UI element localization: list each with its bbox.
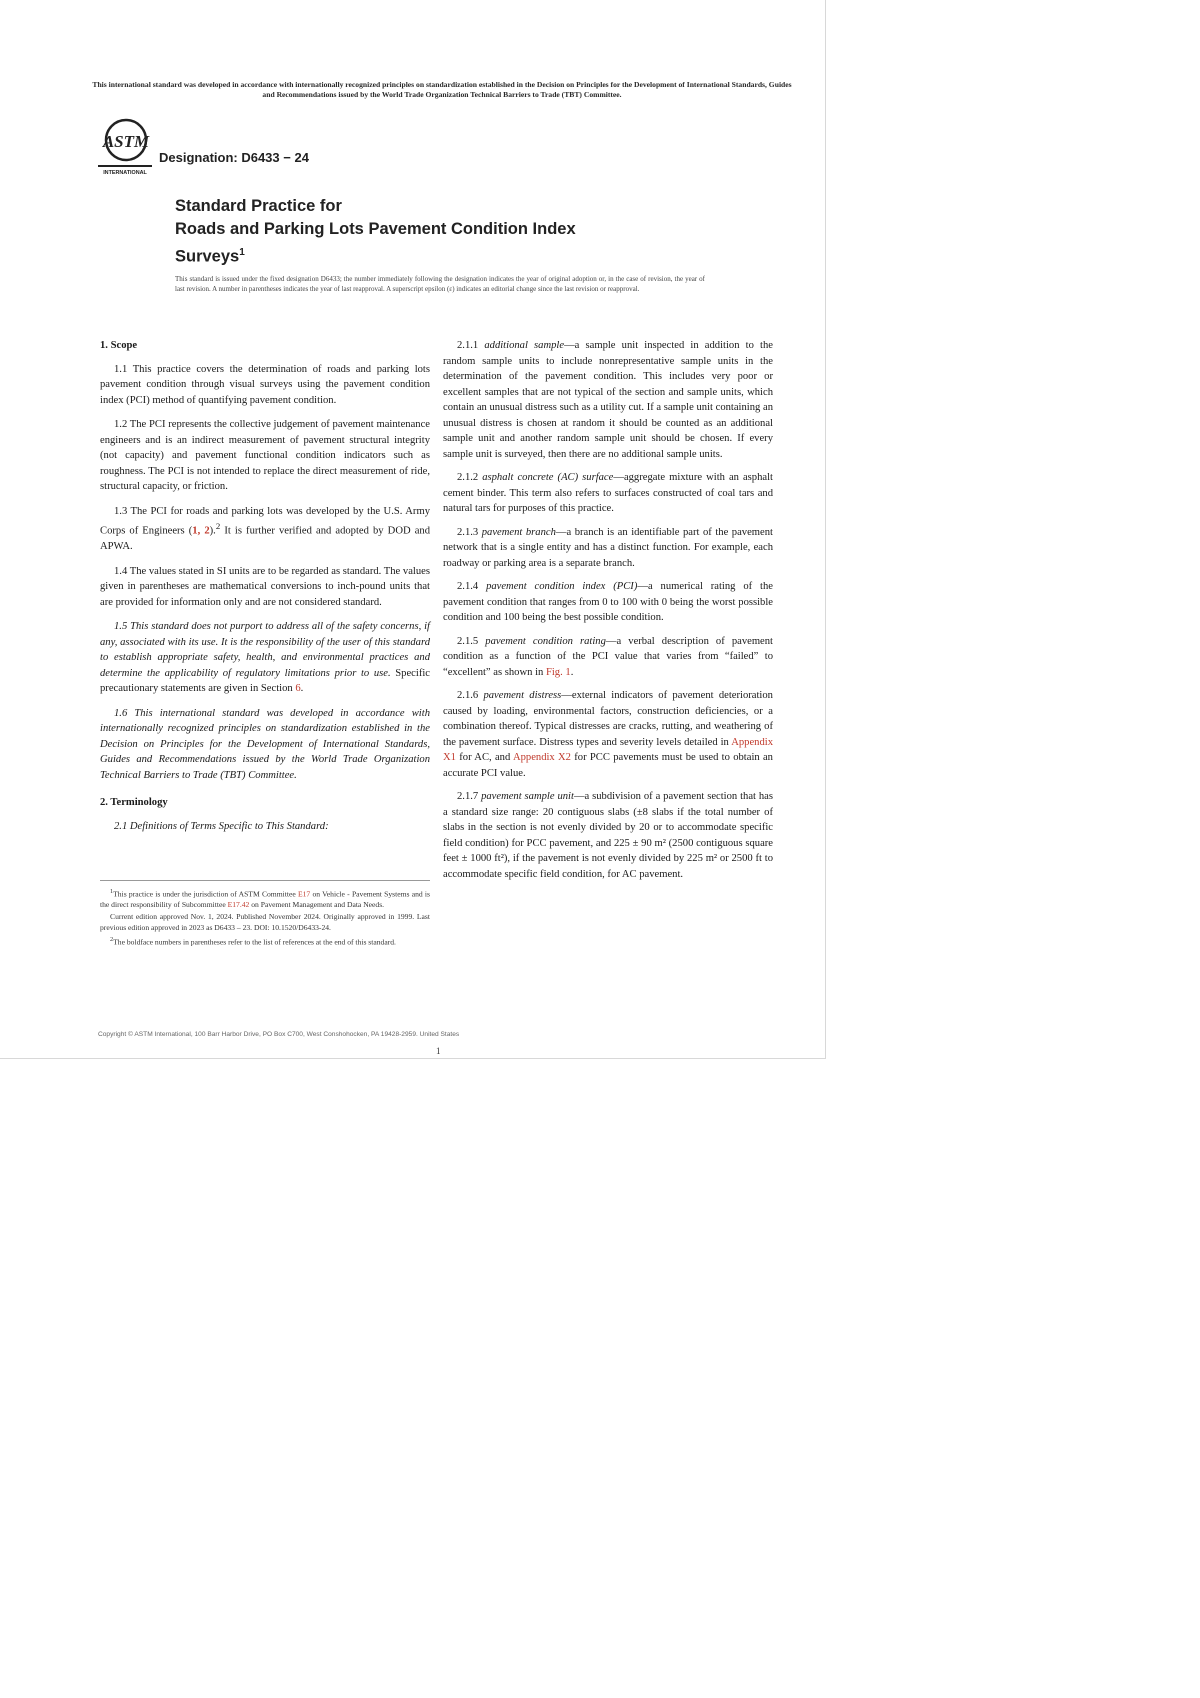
- left-column: [100, 338, 430, 843]
- footnote-1-text-a: This practice is under the jurisdiction of ASTM Committee: [113, 889, 298, 899]
- paragraph-1-1: 1.1 This practice covers the determination of roads and parking lots pavement condition through visual surveys using the pavement condition index (PCI) method of quantifying pavement condition.: [100, 363, 430, 406]
- footnote-1-marker: 1: [110, 888, 114, 895]
- document-page: [0, 0, 826, 1059]
- def-mid: for AC, and: [455, 752, 513, 763]
- def-body: —external indicators of pavement deterioration caused by loading, environmental factors, construction deficiencies, or a combination thereof. Typical distresses are cracks, rutting, and weathering of the pavement surface. Distress types and severity levels detailed in: [443, 690, 773, 748]
- p1-5-end: .: [300, 683, 304, 695]
- terminology-heading: 2. Terminology: [100, 797, 168, 809]
- def-number: 2.1.5: [457, 635, 486, 647]
- issuance-note: This standard is issued under the fixed designation D6433; the number immediately following the designation indicates the year of original adoption or, in the case of revision, the year of last revision. A number in parentheses indicates the year of last reapproval. A superscript epsilon (ε) indicates an editorial change since the last revision or reapproval.: [175, 275, 705, 293]
- footnote-2: [100, 935, 430, 948]
- def-body: —a verbal description of pavement condition as a function of the PCI value that varies from “failed” to “excellent” as shown in: [443, 635, 774, 678]
- def-end: .: [570, 666, 574, 678]
- p1-5-text: Specific precautionary statements are given in Section: [100, 667, 430, 695]
- def-number: 2.1.2: [457, 472, 483, 483]
- def-term: asphalt concrete (AC) surface: [482, 472, 614, 483]
- footnote-2-text: The boldface numbers in parentheses refer to the list of references at the end of this standard.: [113, 937, 396, 947]
- logo-text: ASTM: [102, 132, 150, 151]
- def-term: additional sample: [484, 340, 565, 351]
- def-body: —a numerical rating of the pavement condition that ranges from 0 to 100 with 0 being the worst possible condition and 100 being the best possible condition.: [443, 581, 773, 623]
- definition-2-1-1: [443, 338, 773, 462]
- paragraph-2-1: 2.1 Definitions of Terms Specific to This Standard:: [114, 820, 329, 832]
- paragraph-1-5: [100, 619, 430, 697]
- p1-3-text-b: ).: [209, 525, 216, 537]
- definition-2-1-3: [443, 525, 773, 572]
- definition-2-1-7: [443, 789, 773, 882]
- copyright-line: Copyright © ASTM International, 100 Barr Harbor Drive, PO Box C700, West Conshohocken, PA 19428-2959. United States: [98, 1031, 460, 1038]
- footnote-1-text-c: on Pavement Management and Data Needs.: [249, 899, 385, 909]
- right-column: [443, 338, 773, 890]
- subcommittee-link[interactable]: E17.42: [227, 899, 250, 909]
- def-body: —a branch is an identifiable part of the pavement network that is a single entity and has a distinct function. For example, each roadway or parking area is a separate branch.: [443, 526, 773, 569]
- appendix-x1-link[interactable]: Appendix X1: [443, 736, 773, 763]
- footnote-1-text-b: on Vehicle - Pavement Systems and is the direct responsibility of Subcommittee: [100, 889, 430, 909]
- appendix-x2-link[interactable]: Appendix X2: [512, 752, 571, 763]
- def-number: 2.1.4: [457, 581, 487, 592]
- paragraph-1-4: 1.4 The values stated in SI units are to be regarded as standard. The values given in parentheses are mathematical conversions to inch-pound units that are provided for information only and are not considered standard.: [100, 565, 430, 608]
- p1-3-text-a: 1.3 The PCI for roads and parking lots was developed by the U.S. Army Corps of Engineers (: [100, 505, 430, 537]
- def-term: pavement distress: [483, 690, 562, 701]
- page-number: 1: [436, 1046, 441, 1056]
- preamble-text: This international standard was developed in accordance with internationally recognized principles on standardization established in the Decision on Principles for the Development of International Standards, Guides and Recommendations issued by the World Trade Organization Technical Barriers to Trade (TBT) Committee.: [92, 80, 792, 99]
- figure-1-link[interactable]: Fig. 1: [545, 666, 571, 678]
- definition-2-1-5: [443, 634, 773, 681]
- designation: Designation: D6433 − 24: [159, 150, 309, 165]
- def-body: —a sample unit inspected in addition to the random sample units to include nonrepresentative sample units in the determination of the pavement condition. This includes very poor or excellent samples that are not typical of the section and sample units, which contain an unusual distress such as a utility cut. If a sample unit containing an unusual distress is chosen at random it should be counted as an additional sample unit and another random sample unit should be chosen. If every sample unit is surveyed, then there are no additional sample units.: [443, 340, 773, 460]
- definition-2-1-4: [443, 579, 773, 626]
- committee-link[interactable]: E17: [297, 889, 311, 899]
- reference-link[interactable]: 1, 2: [192, 525, 210, 537]
- paragraph-1-3: [100, 504, 430, 555]
- def-term: pavement condition index (PCI): [486, 581, 638, 592]
- def-end: for PCC pavements must be used to obtain an accurate PCI value.: [443, 752, 773, 779]
- title-footnote-marker[interactable]: 1: [239, 247, 245, 258]
- footnote-2-marker[interactable]: 2: [215, 521, 221, 531]
- footnote-edition: Current edition approved Nov. 1, 2024. Published November 2024. Originally approved in 1999. Last previous edition approved in 2023 as D6433 – 23. DOI: 10.1520/D6433-24.: [100, 912, 430, 932]
- section-6-link[interactable]: 6: [295, 683, 301, 695]
- def-number: 2.1.1: [457, 340, 485, 351]
- paragraph-1-2: 1.2 The PCI represents the collective judgement of pavement maintenance engineers and is an indirect measurement of pavement structural integrity (not capacity) and pavement functional condition indicators such as roughness. The PCI is not intended to replace the direct measurement of ride, structural capacity, or friction.: [100, 419, 430, 492]
- definition-2-1-2: [443, 470, 773, 517]
- def-term: pavement sample unit: [481, 791, 574, 802]
- p1-3-text-c: It is further verified and adopted by DOD and APWA.: [100, 525, 431, 553]
- scope-heading: 1. Scope: [100, 340, 138, 351]
- footnote-2-ref-marker: 2: [110, 936, 114, 944]
- footnotes: [100, 880, 430, 950]
- def-term: pavement condition rating: [485, 635, 606, 647]
- title-line-3-text: Surveys: [175, 247, 240, 266]
- footnote-1: [100, 887, 430, 910]
- def-body: —aggregate mixture with an asphalt cement binder. This term also refers to surfaces constructed of coal tars and natural tars for purposes of this practice.: [443, 472, 773, 514]
- definition-2-1-6: [443, 688, 773, 781]
- logo-rule: [98, 165, 152, 167]
- title-line-3: [175, 241, 695, 269]
- p1-5-italic: 1.5 This standard does not purport to address all of the safety concerns, if any, associated with its use. It is the responsibility of the user of this standard to establish appropriate safety, health, and environmental practices and determine the applicability of regulatory limitations prior to use.: [100, 621, 430, 679]
- document-title: [175, 195, 695, 269]
- astm-logo: [98, 116, 160, 176]
- paragraph-1-6: 1.6 This international standard was developed in accordance with internationally recognized principles on standardization established in the Decision on Principles for the Development of International Standards, Guides and Recommendations issued by the World Trade Organization Technical Barriers to Trade (TBT) Committee.: [100, 707, 430, 781]
- def-number: 2.1.3: [457, 526, 482, 538]
- title-line-1: Standard Practice for: [175, 197, 342, 215]
- logo-subtext: INTERNATIONAL: [103, 170, 147, 176]
- def-number: 2.1.6: [457, 690, 484, 701]
- def-number: 2.1.7: [457, 791, 482, 802]
- def-body: —a subdivision of a pavement section that has a standard size range: 20 contiguous slabs (±8 slabs if the total number of slabs in the section is not evenly divided by 20 or to accommodate specific field condition) for PCC pavement, and 225 ± 90 m² (2500 contiguous square feet ± 1000 ft²), if the pavement is not evenly divided by 225 m² or 2500 ft to accommodate specific field condition, for AC pavement.: [443, 791, 773, 880]
- def-term: pavement branch: [481, 526, 556, 538]
- title-line-2: Roads and Parking Lots Pavement Condition Index: [175, 220, 576, 238]
